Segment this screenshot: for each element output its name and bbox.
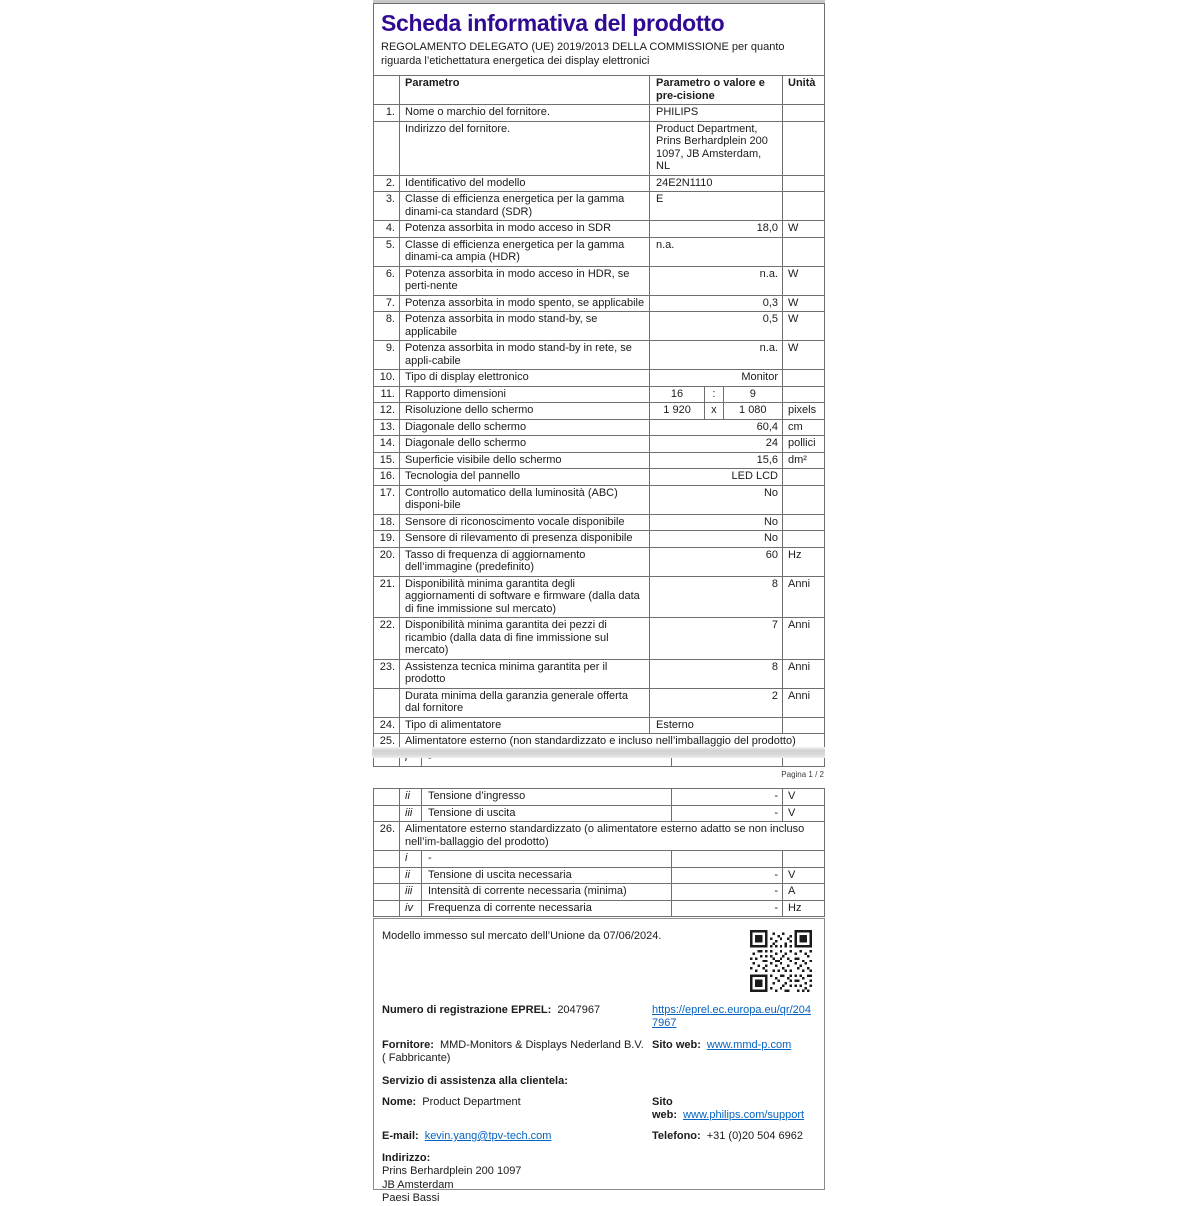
- param-number: 24.: [379, 718, 395, 731]
- table-row: [374, 576, 824, 618]
- param-unit: [782, 486, 824, 514]
- regulation-text: REGOLAMENTO DELEGATO (UE) 2019/2013 DELLA COMMISSIONE per quanto riguarda l’etichettatura energetica dei display elettronici: [381, 41, 785, 67]
- param-unit: [782, 469, 824, 485]
- param-unit: pollici: [782, 436, 824, 452]
- param-number: [374, 806, 399, 822]
- table-row: [374, 121, 824, 175]
- table-subrow: [374, 867, 824, 884]
- table-subrow: [374, 789, 824, 805]
- resolution-separator: x: [704, 403, 722, 419]
- param-value-split: [649, 387, 782, 403]
- product-fiche-page1: [373, 3, 825, 767]
- param-unit: Anni: [782, 689, 824, 717]
- param-value: No: [649, 486, 782, 514]
- table-row: [374, 386, 824, 403]
- param-label: Frequenza di corrente necessaria: [421, 901, 671, 917]
- param-number: 22.: [379, 619, 395, 631]
- table-row: [374, 435, 824, 452]
- param-unit: pixels: [782, 403, 824, 419]
- table-row: [374, 659, 824, 688]
- param-unit: Anni: [782, 577, 824, 618]
- page-indicator: Pagina 1 / 2: [781, 770, 824, 779]
- table-row: [374, 688, 824, 717]
- header-number-cell: [374, 76, 399, 104]
- name-label: Nome:: [382, 1096, 417, 1108]
- param-value: [671, 851, 782, 867]
- email-link[interactable]: kevin.yang@tpv-tech.com: [424, 1130, 552, 1142]
- param-value: n.a.: [649, 238, 782, 266]
- param-unit: Hz: [782, 901, 824, 917]
- header-value: Parametro o valore e pre-cisione: [649, 76, 782, 104]
- param-number: 8.: [385, 313, 395, 325]
- param-number: 26.: [379, 823, 395, 835]
- param-number: [374, 122, 399, 175]
- qr-code: [750, 930, 812, 992]
- param-unit: [782, 387, 824, 403]
- param-value: 8: [649, 577, 782, 618]
- page-separator: [372, 747, 825, 758]
- param-number: 7.: [385, 296, 395, 309]
- param-unit: W: [782, 296, 824, 312]
- header-parameter: Parametro: [399, 76, 649, 104]
- header-unit: Unità: [782, 76, 824, 104]
- email-label: E-mail:: [382, 1130, 419, 1142]
- address-heading: [382, 1152, 812, 1165]
- eprel-right: [652, 1004, 812, 1030]
- eprel-link[interactable]: https://eprel.ec.europa.eu/qr/2047967: [652, 1004, 811, 1029]
- param-value: 60,4: [649, 420, 782, 436]
- param-label: Nome o marchio del fornitore.: [399, 105, 649, 121]
- eprel-label: Numero di registrazione EPREL:: [382, 1004, 552, 1016]
- eprel-row: [382, 1004, 812, 1030]
- table-row: [374, 485, 824, 514]
- param-unit: V: [782, 789, 824, 805]
- param-value: Product Department, Prins Berhardplein 200 1097, JB Amsterdam, NL: [649, 122, 782, 175]
- param-number: 4.: [385, 222, 395, 234]
- param-label: Alimentatore esterno standardizzato (o alimentatore esterno adatto se non incluso nell’im-ballaggio del prodotto): [399, 822, 824, 850]
- eprel-number: 2047967: [557, 1004, 601, 1016]
- param-label: Alimentatore esterno (non standardizzato e incluso nell’imballaggio del prodotto): [399, 734, 824, 750]
- page-title: Scheda informativa del prodotto: [381, 10, 725, 36]
- param-value: -: [671, 789, 782, 805]
- param-unit: [782, 176, 824, 192]
- roman-index: iv: [399, 901, 421, 917]
- param-number: 14.: [379, 437, 395, 449]
- param-value: Esterno: [649, 718, 782, 734]
- param-number: 21.: [379, 577, 395, 590]
- table-subrow: [374, 805, 824, 822]
- param-value: 0,5: [649, 312, 782, 340]
- supplier-name: MMD-Monitors & Displays Nederland B.V. ( Fabbricante): [382, 1039, 644, 1064]
- param-unit: Hz: [782, 548, 824, 576]
- param-label: Intensità di corrente necessaria (minima): [421, 884, 671, 900]
- table-row: [374, 295, 824, 312]
- resolution-width: 1 920: [663, 404, 691, 416]
- param-label: Diagonale dello schermo: [399, 420, 649, 436]
- param-value: 0,3: [649, 296, 782, 312]
- param-unit: W: [782, 341, 824, 369]
- param-number: 1.: [385, 106, 395, 118]
- customer-service-heading: [382, 1075, 812, 1088]
- table-row: [374, 530, 824, 547]
- website-label-2: Sito web:: [652, 1096, 678, 1121]
- param-unit: Anni: [782, 618, 824, 659]
- param-number: 20.: [379, 548, 395, 561]
- param-value: No: [649, 531, 782, 547]
- param-label: Controllo automatico della luminosità (ABC) disponi-bile: [399, 486, 649, 514]
- supplier-website-link[interactable]: www.mmd-p.com: [706, 1039, 792, 1051]
- param-label: Sensore di rilevamento di presenza disponibile: [399, 531, 649, 547]
- phone-label: Telefono:: [652, 1130, 701, 1142]
- table-row: [374, 717, 824, 734]
- param-label: Potenza assorbita in modo acceso in SDR: [399, 221, 649, 237]
- param-label: -: [421, 851, 671, 867]
- param-unit: [782, 531, 824, 547]
- param-number: 25.: [379, 735, 395, 747]
- param-label: Classe di efficienza energetica per la gamma dinami-ca ampia (HDR): [399, 238, 649, 266]
- table-row-fullspan: [374, 821, 824, 850]
- roman-index: iii: [399, 806, 421, 822]
- table-header-row: [374, 75, 824, 104]
- product-fiche-page2: [373, 788, 825, 917]
- table-row: [374, 266, 824, 295]
- param-value: 24E2N1110: [649, 176, 782, 192]
- param-number: [374, 689, 399, 717]
- ratio-width: 16: [670, 387, 684, 400]
- param-label: Disponibilità minima garantita dei pezzi di ricambio (dalla data di fine immissione sul mercato): [399, 618, 649, 659]
- param-label: Indirizzo del fornitore.: [399, 122, 649, 175]
- product-table: [374, 75, 824, 766]
- param-value: 18,0: [649, 221, 782, 237]
- roman-index: i: [399, 851, 421, 867]
- param-label: Risoluzione dello schermo: [399, 403, 649, 419]
- param-unit: W: [782, 312, 824, 340]
- param-unit: W: [782, 267, 824, 295]
- table-row: [374, 237, 824, 266]
- param-number: 11.: [380, 387, 395, 400]
- param-value: 24: [649, 436, 782, 452]
- param-number: 10.: [379, 371, 395, 383]
- supplier-label: Fornitore:: [382, 1039, 434, 1051]
- param-number: 9.: [385, 342, 395, 354]
- param-label: Potenza assorbita in modo stand-by, se applicabile: [399, 312, 649, 340]
- page-1: [373, 3, 825, 779]
- param-unit: V: [782, 868, 824, 884]
- param-value-split: [649, 403, 782, 419]
- table-row: [374, 175, 824, 192]
- supplier-row: [382, 1039, 812, 1065]
- table-subrow: [374, 850, 824, 867]
- supplier-right: [652, 1039, 812, 1065]
- param-unit: A: [782, 884, 824, 900]
- service-name: Product Department: [422, 1096, 521, 1108]
- resolution-height: 1 080: [723, 403, 782, 419]
- param-number: 13.: [379, 420, 395, 433]
- param-number: [374, 901, 399, 917]
- param-value: -: [671, 901, 782, 917]
- table-subrow: [374, 883, 824, 900]
- param-label: Potenza assorbita in modo stand-by in rete, se appli-cabile: [399, 341, 649, 369]
- table-row: [374, 514, 824, 531]
- param-unit: [782, 122, 824, 175]
- table-row: [374, 369, 824, 386]
- param-label: Durata minima della garanzia generale offerta dal fornitore: [399, 689, 649, 717]
- service-name-left: [382, 1096, 652, 1122]
- table-row: [374, 191, 824, 220]
- market-date-line: Modello immesso sul mercato dell’Unione da 07/06/2024.: [382, 930, 662, 942]
- param-label: Identificativo del modello: [399, 176, 649, 192]
- param-value: 7: [649, 618, 782, 659]
- param-label: Superficie visibile dello schermo: [399, 453, 649, 469]
- param-value: E: [649, 192, 782, 220]
- param-label: Tipo di display elettronico: [399, 370, 649, 386]
- table-row: [374, 419, 824, 436]
- email-left: [382, 1130, 652, 1143]
- param-number: 16.: [379, 470, 395, 482]
- table-row: [374, 220, 824, 237]
- param-unit: V: [782, 806, 824, 822]
- email-right: [652, 1130, 812, 1143]
- param-label: Rapporto dimensioni: [399, 387, 649, 403]
- param-unit: cm: [782, 420, 824, 436]
- table-row: [374, 547, 824, 576]
- param-unit: [782, 238, 824, 266]
- address-line: Prins Berhardplein 200 1097: [382, 1165, 522, 1177]
- param-unit: [782, 105, 824, 121]
- table-row: [374, 104, 824, 121]
- param-unit: [782, 718, 824, 734]
- param-value: No: [649, 515, 782, 531]
- email-row: [382, 1130, 812, 1143]
- address-label: Indirizzo:: [382, 1152, 431, 1164]
- service-name-right: [652, 1096, 812, 1122]
- table-row: [374, 340, 824, 369]
- param-label: Tensione di uscita necessaria: [421, 868, 671, 884]
- param-label: Tecnologia del pannello: [399, 469, 649, 485]
- phone-number: +31 (0)20 504 6962: [706, 1130, 804, 1142]
- param-value: -: [671, 806, 782, 822]
- param-unit: [782, 515, 824, 531]
- param-number: [374, 884, 399, 900]
- roman-index: ii: [399, 789, 421, 805]
- param-number: 18.: [379, 515, 395, 528]
- param-number: 6.: [385, 267, 395, 280]
- address-line: Paesi Bassi: [382, 1192, 440, 1204]
- param-label: Potenza assorbita in modo spento, se applicabile: [399, 296, 649, 312]
- param-label: Sensore di riconoscimento vocale disponibile: [399, 515, 649, 531]
- param-label: Tipo di alimentatore: [399, 718, 649, 734]
- table-row: [374, 617, 824, 659]
- param-value: LED LCD: [649, 469, 782, 485]
- param-label: Disponibilità minima garantita degli aggiornamenti di software e firmware (dalla data di fine immissione sul mercato): [399, 577, 649, 618]
- roman-index: ii: [399, 868, 421, 884]
- param-unit: W: [782, 221, 824, 237]
- param-unit: Anni: [782, 660, 824, 688]
- param-value: -: [671, 884, 782, 900]
- service-name-row: [382, 1096, 812, 1122]
- eprel-left: [382, 1004, 652, 1030]
- address-line: JB Amsterdam: [382, 1178, 454, 1191]
- supplier-left: [382, 1039, 652, 1065]
- param-value: 15,6: [649, 453, 782, 469]
- ratio-separator: :: [704, 387, 722, 403]
- param-number: 12.: [379, 404, 395, 416]
- param-value: -: [671, 868, 782, 884]
- param-unit: dm²: [782, 453, 824, 469]
- param-value: 60: [649, 548, 782, 576]
- contact-box: [373, 918, 825, 1204]
- support-website-link[interactable]: www.philips.com/support: [683, 1109, 805, 1121]
- param-label: Tensione di uscita: [421, 806, 671, 822]
- roman-index: iii: [399, 884, 421, 900]
- param-value: n.a.: [649, 341, 782, 369]
- param-label: Diagonale dello schermo: [399, 436, 649, 452]
- param-number: 15.: [379, 453, 395, 466]
- param-label: Tensione d’ingresso: [421, 789, 671, 805]
- param-value: Monitor: [649, 370, 782, 386]
- param-number: 19.: [379, 532, 395, 544]
- param-label: Potenza assorbita in modo acceso in HDR, se perti-nente: [399, 267, 649, 295]
- param-label: Assistenza tecnica minima garantita per il prodotto: [399, 660, 649, 688]
- table-row: [374, 402, 824, 419]
- param-number: 23.: [379, 660, 395, 673]
- param-number: 17.: [379, 486, 395, 499]
- table-row: [374, 311, 824, 340]
- param-number: [374, 851, 399, 867]
- ratio-height: 9: [723, 387, 782, 403]
- param-label: Tasso di frequenza di aggiornamento dell’immagine (predefinito): [399, 548, 649, 576]
- param-value: n.a.: [649, 267, 782, 295]
- param-unit: [782, 851, 824, 867]
- customer-service-label: Servizio di assistenza alla clientela:: [382, 1075, 568, 1087]
- param-number: 3.: [385, 193, 395, 205]
- param-number: 2.: [385, 176, 395, 189]
- param-label: Classe di efficienza energetica per la gamma dinami-ca standard (SDR): [399, 192, 649, 220]
- table-subrow: [374, 900, 824, 917]
- param-value: 2: [649, 689, 782, 717]
- param-number: [374, 868, 399, 884]
- param-unit: [782, 192, 824, 220]
- table-row: [374, 452, 824, 469]
- param-value: 8: [649, 660, 782, 688]
- param-number: [374, 789, 399, 805]
- param-value: PHILIPS: [649, 105, 782, 121]
- param-number: 5.: [385, 238, 395, 251]
- title-block: [374, 4, 824, 75]
- table-row: [374, 468, 824, 485]
- param-unit: [782, 370, 824, 386]
- website-label: Sito web:: [652, 1039, 701, 1051]
